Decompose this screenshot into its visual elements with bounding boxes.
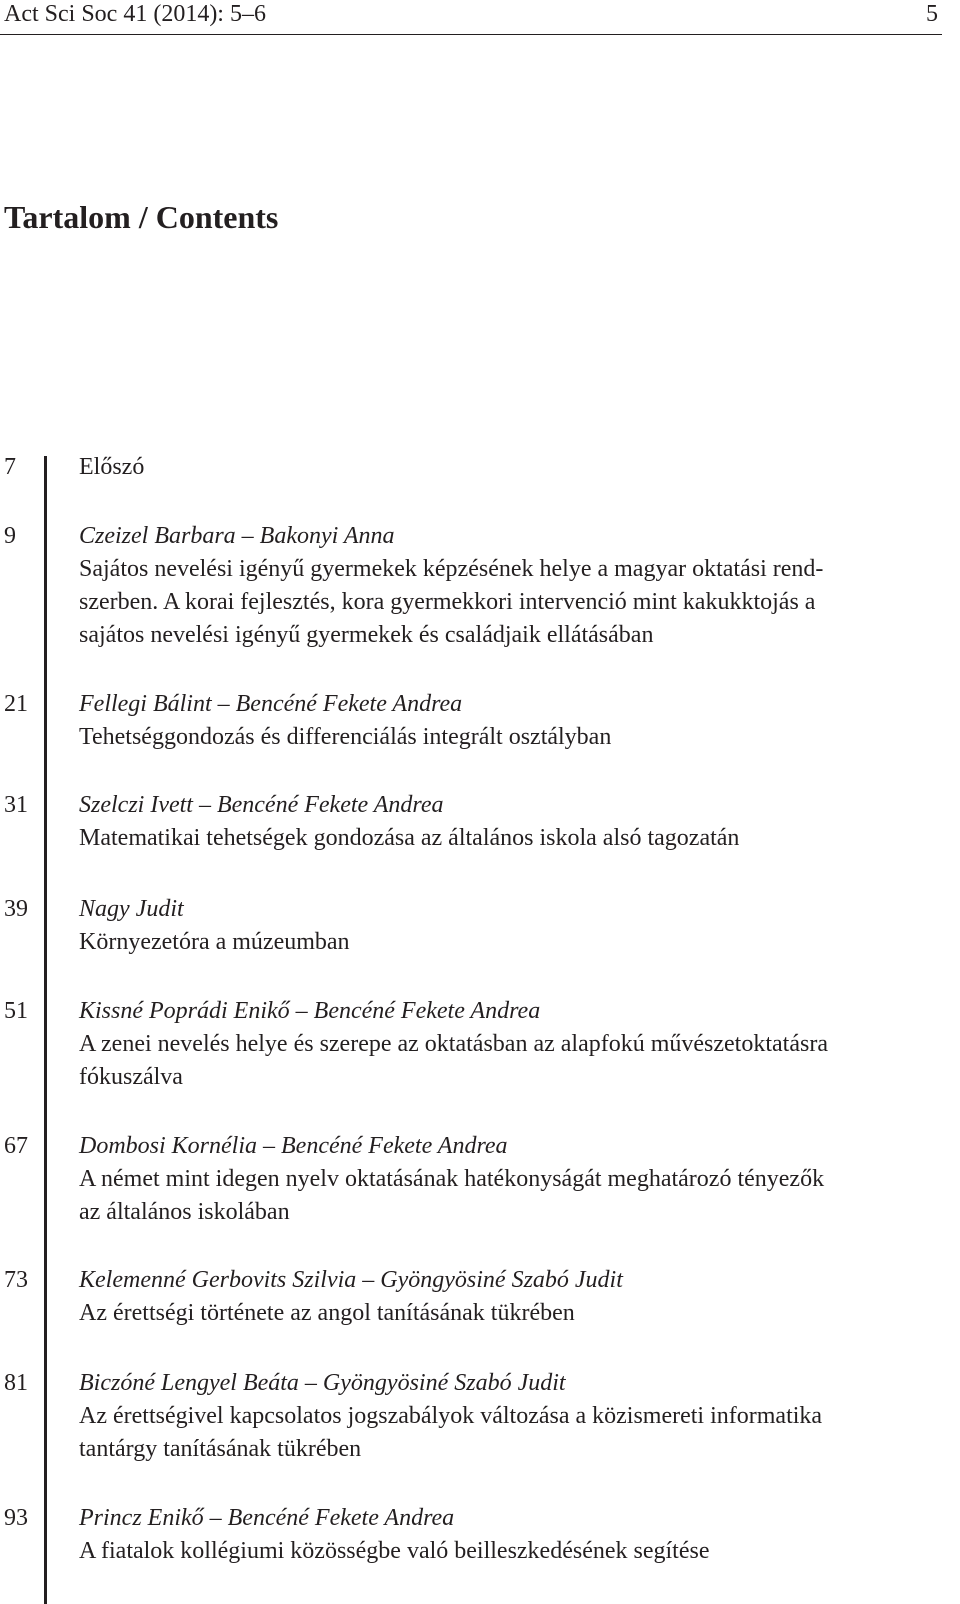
toc-entry-authors: Princz Enikő – Bencéné Fekete Andrea xyxy=(79,1505,455,1531)
toc-vertical-rule xyxy=(44,456,47,1604)
toc-entry-body xyxy=(79,1367,925,1466)
toc-entry-page: 7 xyxy=(4,454,16,480)
toc-entry-authors: Nagy Judit xyxy=(79,896,184,922)
toc-entry-authors: Kissné Poprádi Enikő – Bencéné Fekete Andrea xyxy=(79,998,541,1024)
toc-entry-page: 67 xyxy=(4,1133,28,1159)
toc-entry-title-line: tantárgy tanításának tükrében xyxy=(79,1436,362,1462)
toc-entry-body xyxy=(79,995,925,1094)
toc-entry-title-line: Sajátos nevelési igényű gyermekek képzésének helye a magyar oktatási rend- xyxy=(79,556,824,582)
toc-entry-title-line: Környezetóra a múzeumban xyxy=(79,929,350,955)
toc-entry-body xyxy=(79,1264,925,1330)
toc-entry-page: 31 xyxy=(4,792,28,818)
toc-entry-page: 9 xyxy=(4,523,16,549)
toc-entry-authors: Dombosi Kornélia – Bencéné Fekete Andrea xyxy=(79,1133,508,1159)
toc-entry-title-line: az általános iskolában xyxy=(79,1199,290,1225)
toc-entry-body xyxy=(79,520,925,652)
toc-entry-title-line: Az érettségi története az angol tanításának tükrében xyxy=(79,1300,575,1326)
toc-entry-authors: Kelemenné Gerbovits Szilvia – Gyöngyösiné Szabó Judit xyxy=(79,1267,623,1293)
toc-entry-title-line: Matematikai tehetségek gondozása az általános iskola alsó tagozatán xyxy=(79,825,740,851)
toc-entry-page: 51 xyxy=(4,998,28,1024)
toc-entry-authors: Biczóné Lengyel Beáta – Gyöngyösiné Szabó Judit xyxy=(79,1370,566,1396)
page-title: Tartalom / Contents xyxy=(4,199,279,235)
toc-entry-authors: Czeizel Barbara – Bakonyi Anna xyxy=(79,523,395,549)
toc-entry-title-line: szerben. A korai fejlesztés, kora gyermekkori intervenció mint kakukktojás a xyxy=(79,589,816,615)
toc-entry-body xyxy=(79,451,925,484)
toc-entry-body xyxy=(79,893,925,959)
toc-entry-title-line: sajátos nevelési igényű gyermekek és családjaik ellátásában xyxy=(79,622,654,648)
toc-entry-page: 39 xyxy=(4,896,28,922)
toc-entry-page: 81 xyxy=(4,1370,28,1396)
journal-citation: Act Sci Soc 41 (2014): 5–6 xyxy=(4,1,266,27)
toc-entry-authors: Szelczi Ivett – Bencéné Fekete Andrea xyxy=(79,792,444,818)
toc-entry-body xyxy=(79,1130,925,1229)
toc-entry-page: 73 xyxy=(4,1267,28,1293)
toc-entry-page: 93 xyxy=(4,1505,28,1531)
toc-entry-title-line: fókuszálva xyxy=(79,1064,183,1090)
toc-entry-page: 21 xyxy=(4,691,28,717)
toc-entry-title-line: Előszó xyxy=(79,454,145,480)
toc-entry-title-line: A német mint idegen nyelv oktatásának hatékonyságát meghatározó tényezők xyxy=(79,1166,825,1192)
toc-entry-title-line: Tehetséggondozás és differenciálás integrált osztályban xyxy=(79,724,612,750)
toc-entry-body xyxy=(79,688,925,754)
toc-entry-body xyxy=(79,1502,925,1568)
toc-entry-body xyxy=(79,789,925,855)
toc-entry-title-line: A fiatalok kollégiumi közösségbe való beilleszkedésének segítése xyxy=(79,1538,710,1564)
running-head xyxy=(0,0,942,35)
toc-entry-title-line: Az érettségivel kapcsolatos jogszabályok változása a közismereti informatika xyxy=(79,1403,823,1429)
page-number: 5 xyxy=(926,1,938,27)
toc-entry-authors: Fellegi Bálint – Bencéné Fekete Andrea xyxy=(79,691,463,717)
toc-entry-title-line: A zenei nevelés helye és szerepe az oktatásban az alapfokú művészetoktatásra xyxy=(79,1031,828,1057)
